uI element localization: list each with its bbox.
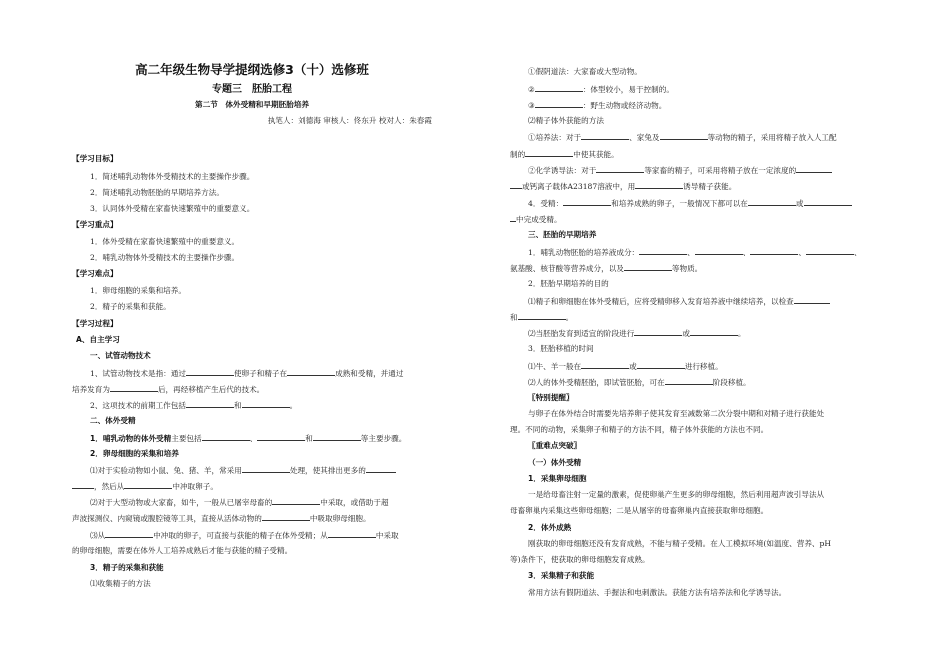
key-item: 2．哺乳动物体外受精技术的主要操作步骤。 [90, 253, 240, 262]
fill-blank[interactable] [635, 180, 683, 189]
fill-blank[interactable] [72, 480, 94, 489]
fill-blank[interactable] [510, 180, 522, 189]
b1-1-heading: 1．采集卵母细胞 [528, 474, 587, 483]
fill-blank[interactable] [525, 148, 573, 157]
fill-blank[interactable] [660, 131, 708, 140]
b1-heading: （一）体外受精 [528, 458, 582, 467]
fill-blank[interactable] [665, 376, 713, 385]
fill-blank[interactable] [563, 197, 611, 206]
fill-blank[interactable] [262, 512, 310, 521]
method-3: ③ ：野生动物或经济动物。 [528, 101, 667, 110]
method-2: ② ：体型较小，易于控制的。 [528, 85, 674, 94]
transfer-time-2: ⑵人的体外受精胚胎，即试管胚胎，可在 阶段移植。 [528, 378, 751, 387]
capacitation-heading: ⑵精子体外获能的方法 [528, 116, 604, 125]
breakthrough-heading: 〖重难点突破〗 [528, 441, 582, 450]
s3-heading: 三、胚胎的早期培养 [528, 230, 597, 239]
goals-heading: 【学习目标】 [72, 154, 118, 163]
page-subtitle: 专题三 胚胎工程 [212, 84, 292, 95]
fertilization-cont: 中完成受精。 [510, 213, 562, 226]
s1-item-1-cont: 培养发育为 后，再经移植产生后代的技术。 [72, 385, 265, 394]
b1-3-text: 常用方法有假阴道法、手握法和电刺激法。获能方法有培养法和化学诱导法。 [528, 588, 787, 597]
credits: 执笔人：刘德海 审核人：佟东升 校对人：朱春霞 [267, 116, 432, 125]
fertilization: 4．受精： 和培养成熟的卵子，一般情况下都可以在 或 [528, 197, 852, 210]
medium-components: 1．哺乳动物胚胎的培养液成分： 、 、 、 、 [528, 248, 862, 257]
s2-heading: 二、体外受精 [90, 416, 136, 425]
culture-purpose-1: ⑴精子和卵细胞在体外受精后，应将受精卵移入发育培养液中继续培养，以检查 [528, 295, 830, 308]
key-heading: 【学习重点】 [72, 220, 118, 229]
fill-blank[interactable] [637, 360, 685, 369]
s2-2-item-1-cont: ，然后从 中冲取卵子。 [72, 480, 218, 493]
hard-heading: 【学习难点】 [72, 269, 118, 278]
method-1: ①假阴道法：大家畜或大型动物。 [528, 67, 642, 76]
s2-2-item-2: ⑵对于大型动物或大家畜，如牛，一般从已屠宰母畜的 中采取，或借助于超 [90, 498, 389, 507]
s1-heading: 一、试管动物技术 [90, 351, 151, 360]
fill-blank[interactable] [186, 367, 234, 376]
fill-blank[interactable] [242, 464, 290, 473]
fill-blank[interactable] [581, 131, 629, 140]
s2-2-item-3: ⑶从 中冲取的卵子，可直接与获能的精子在体外受精；从 中采取 [90, 531, 399, 540]
fill-blank[interactable] [695, 246, 743, 255]
culture-purpose-1-cont: 和 。 [510, 313, 574, 322]
culture-method: ①培养法：对于 、家兔及 等动物的精子，采用将精子放入人工配 [528, 133, 837, 142]
fill-blank[interactable] [242, 399, 290, 408]
fill-blank[interactable] [748, 197, 796, 206]
page-title: 高二年级生物导学提纲选修3（十）选修班 [135, 62, 369, 77]
fill-blank[interactable] [105, 529, 153, 538]
fill-blank[interactable] [110, 383, 158, 392]
tip-text: 与卵子在体外结合时需要先培养卵子使其发育至减数第二次分裂中期和对精子进行获能处 [528, 409, 825, 418]
s2-3-heading: 3．精子的采集和获能 [90, 563, 164, 572]
fill-blank[interactable] [272, 496, 320, 505]
fill-blank[interactable] [581, 360, 629, 369]
fill-blank[interactable] [750, 246, 798, 255]
fill-blank[interactable] [806, 246, 854, 255]
b1-2-text: 刚获取的卵母细胞还没有发育成熟，不能与精子受精。在人工模拟环境(如温度、营养、pH [528, 539, 832, 548]
s2-2-item-3-cont: 的卵母细胞，需要在体外人工培养成熟后才能与获能的精子受精。 [72, 546, 293, 555]
key-item: 1．体外受精在家畜快速繁殖中的重要意义。 [90, 237, 240, 246]
tip-heading: 〖特别提醒〗 [528, 393, 574, 402]
fill-blank[interactable] [596, 164, 644, 173]
transfer-time-heading: 3．胚胎移植的时间 [528, 344, 594, 353]
section-title: 第二节 体外受精和早期胚胎培养 [195, 100, 309, 109]
b1-2-text: 等)条件下，使获取的卵母细胞发育成熟。 [510, 555, 650, 564]
s2-2-item-1: ⑴对于实验动物如小鼠、兔、猪、羊，常采用 处理，使其排出更多的 [90, 464, 396, 477]
fill-blank[interactable] [518, 311, 566, 320]
fill-blank[interactable] [202, 432, 250, 441]
fill-blank[interactable] [634, 327, 682, 336]
fill-blank[interactable] [624, 262, 672, 271]
transfer-time-1: ⑴牛、羊一般在 或 进行移植。 [528, 362, 723, 371]
s2-3-item-1: ⑴收集精子的方法 [90, 579, 151, 588]
s2-2-item-2-cont: 声波探测仪、内窥镜或腹腔镜等工具，直接从活体动物的 中吸取卵母细胞。 [72, 514, 371, 523]
fill-blank[interactable] [796, 164, 832, 173]
b1-2-heading: 2．体外成熟 [528, 523, 572, 532]
fill-blank[interactable] [366, 464, 396, 473]
fill-blank[interactable] [794, 295, 830, 304]
fill-blank[interactable] [639, 246, 687, 255]
fill-blank[interactable] [328, 529, 376, 538]
fill-blank[interactable] [257, 432, 305, 441]
s1-item-1: 1、试管动物技术是指：通过 使卵子和精子在 成熟和受精，并通过 [90, 369, 404, 378]
process-heading: 【学习过程】 [72, 319, 118, 328]
fill-blank[interactable] [186, 399, 234, 408]
s2-item-1: 1．哺乳动物的体外受精主要包括 、 和 等主要步骤。 [90, 434, 407, 443]
b1-1-text: 一是给母畜注射一定量的激素，促使卵巢产生更多的卵母细胞，然后利用超声波引导法从 [528, 490, 825, 499]
b1-3-heading: 3．采集精子和获能 [528, 571, 595, 580]
s2-2-heading: 2．卵母细胞的采集和培养 [90, 449, 179, 458]
fill-blank[interactable] [124, 480, 172, 489]
chemical-method-cont: 或钙离子载体A23187溶液中，用 诱导精子获能。 [510, 180, 736, 193]
culture-method-cont: 制的 中使其获能。 [510, 150, 619, 159]
b1-1-text: 母畜卵巢内采集这些卵母细胞；二是从屠宰的母畜卵巢内直接获取卵母细胞。 [510, 506, 769, 515]
goal-item: 1．简述哺乳动物体外受精技术的主要操作步骤。 [90, 172, 255, 181]
goal-item: 3．认同体外受精在家畜快速繁殖中的重要意义。 [90, 204, 255, 213]
s1-item-2: 2、这项技术的前期工作包括 和 。 [90, 401, 298, 410]
culture-purpose-2: ⑵当胚胎发育到适宜的阶段进行 或 。 [528, 329, 746, 338]
fill-blank[interactable] [690, 327, 738, 336]
goal-item: 2．简述哺乳动物胚胎的早期培养方法。 [90, 188, 224, 197]
fill-blank[interactable] [287, 367, 335, 376]
hard-item: 1．卵母细胞的采集和培养。 [90, 286, 186, 295]
hard-item: 2．精子的采集和获能。 [90, 302, 171, 311]
selfstudy-heading: A、自主学习 [76, 335, 120, 344]
fill-blank[interactable] [535, 99, 583, 108]
fill-blank[interactable] [313, 432, 361, 441]
culture-purpose-heading: 2．胚胎早期培养的目的 [528, 279, 609, 288]
fill-blank[interactable] [804, 197, 852, 206]
tip-text: 理。不同的动物，采集卵子和精子的方法不同，精子体外获能的方法也不同。 [510, 425, 769, 434]
chemical-method: ②化学诱导法：对于 等家畜的精子，可采用将精子放在一定浓度的 [528, 164, 832, 177]
medium-components-cont: 氨基酸、核苷酸等营养成分，以及 等物质。 [510, 264, 703, 273]
fill-blank[interactable] [535, 83, 583, 92]
